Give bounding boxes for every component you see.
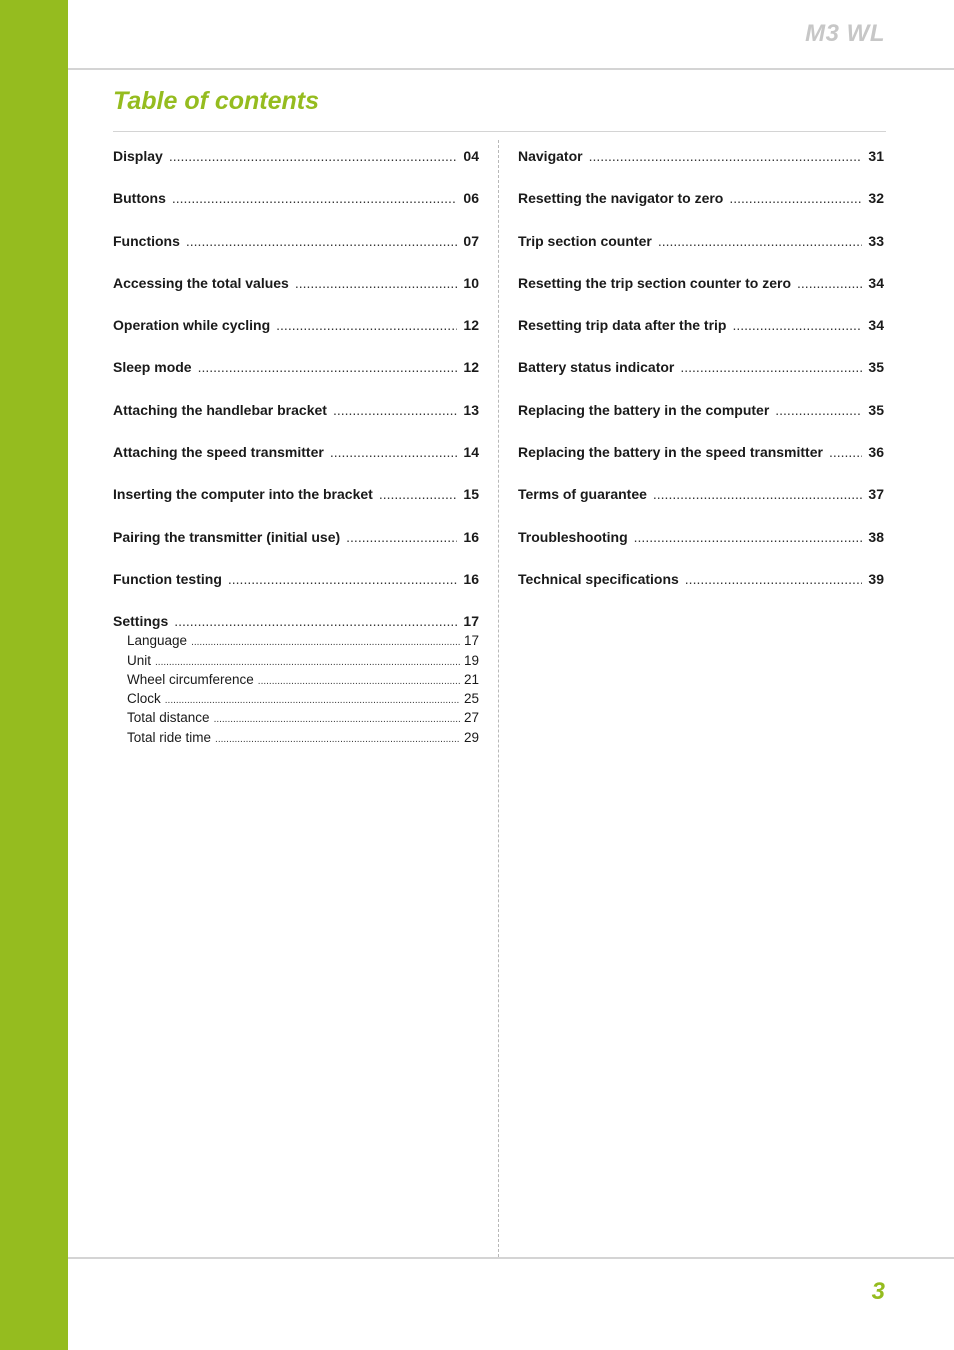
toc-settings-group: [113, 613, 479, 746]
toc-entry-label: Attaching the speed transmitter: [113, 444, 324, 461]
toc-entry-label: Replacing the battery in the speed transmitter: [518, 444, 823, 461]
model-name: M3 WL: [805, 20, 885, 47]
toc-entry[interactable]: [113, 571, 479, 589]
toc-entry[interactable]: [113, 317, 479, 335]
toc-entry-page: 14: [463, 444, 479, 461]
toc-leader-dots: [191, 637, 460, 648]
toc-entry-label: Sleep mode: [113, 359, 192, 376]
toc-entry-page: 35: [868, 401, 884, 418]
toc-entry-label: Terms of guarantee: [518, 486, 647, 503]
toc-subentry[interactable]: [127, 653, 479, 670]
toc-entry[interactable]: [113, 613, 479, 631]
toc-entry[interactable]: [518, 402, 884, 420]
toc-leader-dots: [729, 190, 862, 206]
toc-entry-page: 34: [868, 317, 884, 334]
toc-entry-page: 16: [463, 570, 479, 587]
page-number: 3: [871, 1278, 885, 1305]
toc-right-column: [518, 148, 884, 613]
page-title: Table of contents: [113, 87, 320, 115]
toc-entry-label: Replacing the battery in the computer: [518, 401, 770, 418]
toc-entry-page: 04: [463, 148, 479, 164]
toc-subentry-page: 17: [463, 633, 479, 649]
toc-entry[interactable]: [518, 190, 884, 208]
toc-leader-dots: [775, 402, 862, 418]
toc-entry-page: 10: [463, 274, 479, 291]
toc-entry-label: Function testing: [113, 570, 222, 587]
toc-entry[interactable]: [113, 233, 479, 251]
title-rule: [113, 131, 886, 132]
toc-entry-label: Battery status indicator: [518, 359, 675, 376]
toc-entry-label: Pairing the transmitter (initial use): [113, 528, 341, 545]
toc-leader-dots: [333, 402, 457, 418]
toc-entry-label: Troubleshooting: [518, 528, 628, 545]
toc-entry[interactable]: [113, 190, 479, 208]
toc-leader-dots: [169, 148, 458, 164]
toc-entry-label: Display: [113, 148, 163, 164]
toc-entry-page: 39: [868, 570, 884, 587]
toc-subentry-label: Total distance: [127, 710, 210, 726]
toc-entry-page: 32: [868, 190, 884, 207]
toc-subentry-page: 27: [463, 710, 479, 726]
toc-subentry-page: 19: [463, 652, 479, 668]
toc-entry[interactable]: [518, 317, 884, 335]
toc-leader-dots: [228, 571, 458, 587]
header-rule: [68, 68, 954, 70]
toc-leader-dots: [165, 695, 460, 706]
toc-entry-label: Inserting the computer into the bracket: [113, 486, 373, 503]
toc-entry[interactable]: [113, 529, 479, 547]
toc-leader-dots: [258, 676, 460, 687]
toc-entry-page: 33: [868, 232, 884, 249]
toc-subentry-label: Wheel circumference: [127, 671, 254, 687]
toc-entry-page: 37: [868, 486, 884, 503]
toc-left-column: [113, 148, 479, 749]
toc-leader-dots: [379, 486, 458, 502]
toc-subentry[interactable]: [127, 730, 479, 747]
toc-entry-label: Attaching the handlebar bracket: [113, 401, 327, 418]
toc-entry-page: 06: [463, 190, 479, 207]
toc-leader-dots: [685, 571, 863, 587]
toc-entry-label: Operation while cycling: [113, 317, 271, 334]
toc-leader-dots: [214, 714, 460, 725]
toc-entry[interactable]: [518, 571, 884, 589]
toc-entry[interactable]: [113, 444, 479, 462]
toc-entry[interactable]: [518, 275, 884, 293]
toc-entry[interactable]: [518, 486, 884, 504]
toc-leader-dots: [172, 190, 458, 206]
toc-entry-label: Settings: [113, 613, 169, 630]
toc-entry-page: 17: [463, 613, 479, 630]
toc-entry[interactable]: [518, 529, 884, 547]
toc-leader-dots: [658, 233, 863, 249]
toc-entry-label: Buttons: [113, 190, 166, 207]
green-sidebar: [0, 0, 68, 1350]
toc-leader-dots: [653, 486, 863, 502]
toc-leader-dots: [346, 529, 457, 545]
toc-entry[interactable]: [113, 359, 479, 377]
toc-entry-label: Resetting trip data after the trip: [518, 317, 727, 334]
toc-leader-dots: [732, 317, 862, 333]
toc-entry-page: 12: [463, 359, 479, 376]
toc-subentry[interactable]: [127, 691, 479, 708]
toc-leader-dots: [295, 275, 458, 291]
toc-leader-dots: [186, 233, 458, 249]
toc-entry-page: 38: [868, 528, 884, 545]
column-divider: [498, 140, 499, 1257]
toc-leader-dots: [829, 444, 862, 460]
toc-subentry-page: 25: [463, 691, 479, 707]
toc-entry-page: 35: [868, 359, 884, 376]
toc-leader-dots: [330, 444, 458, 460]
toc-leader-dots: [797, 275, 862, 291]
toc-subentry[interactable]: [127, 672, 479, 689]
toc-leader-dots: [155, 657, 460, 668]
toc-leader-dots: [198, 359, 458, 375]
toc-subentry-label: Clock: [127, 691, 161, 707]
toc-entry[interactable]: [113, 275, 479, 293]
toc-entry-page: 13: [463, 401, 479, 418]
toc-leader-dots: [174, 613, 457, 629]
toc-subentry-page: 29: [463, 729, 479, 745]
toc-entry-page: 15: [463, 486, 479, 503]
toc-leader-dots: [589, 148, 863, 164]
toc-entry-page: 31: [868, 148, 884, 164]
toc-entry[interactable]: [518, 148, 884, 166]
toc-entry-page: 16: [463, 528, 479, 545]
toc-subentry[interactable]: [127, 710, 479, 727]
toc-entry-label: Technical specifications: [518, 570, 679, 587]
toc-entry[interactable]: [113, 486, 479, 504]
toc-leader-dots: [215, 734, 460, 745]
toc-subentry-page: 21: [463, 671, 479, 687]
toc-entry-label: Resetting the navigator to zero: [518, 190, 724, 207]
footer-rule: [68, 1257, 954, 1259]
toc-entry-page: 07: [463, 232, 479, 249]
toc-leader-dots: [680, 359, 862, 375]
toc-entry[interactable]: [518, 233, 884, 251]
toc-subentry-label: Unit: [127, 652, 152, 668]
toc-entry-page: 12: [463, 317, 479, 334]
toc-entry-label: Resetting the trip section counter to zero: [518, 274, 792, 291]
toc-entry[interactable]: [518, 444, 884, 462]
toc-subentry-label: Total ride time: [127, 729, 212, 745]
toc-subentry-label: Language: [127, 633, 188, 649]
toc-entry-label: Trip section counter: [518, 232, 652, 249]
toc-entry[interactable]: [113, 402, 479, 420]
toc-entry-label: Accessing the total values: [113, 274, 289, 291]
toc-entry-page: 34: [868, 274, 884, 291]
toc-entry-page: 36: [868, 444, 884, 461]
toc-subentry[interactable]: [127, 633, 479, 650]
toc-leader-dots: [276, 317, 457, 333]
toc-entry-label: Navigator: [518, 148, 583, 164]
toc-entry-label: Functions: [113, 232, 180, 249]
toc-leader-dots: [634, 529, 863, 545]
toc-entry[interactable]: [113, 148, 479, 166]
toc-entry[interactable]: [518, 359, 884, 377]
